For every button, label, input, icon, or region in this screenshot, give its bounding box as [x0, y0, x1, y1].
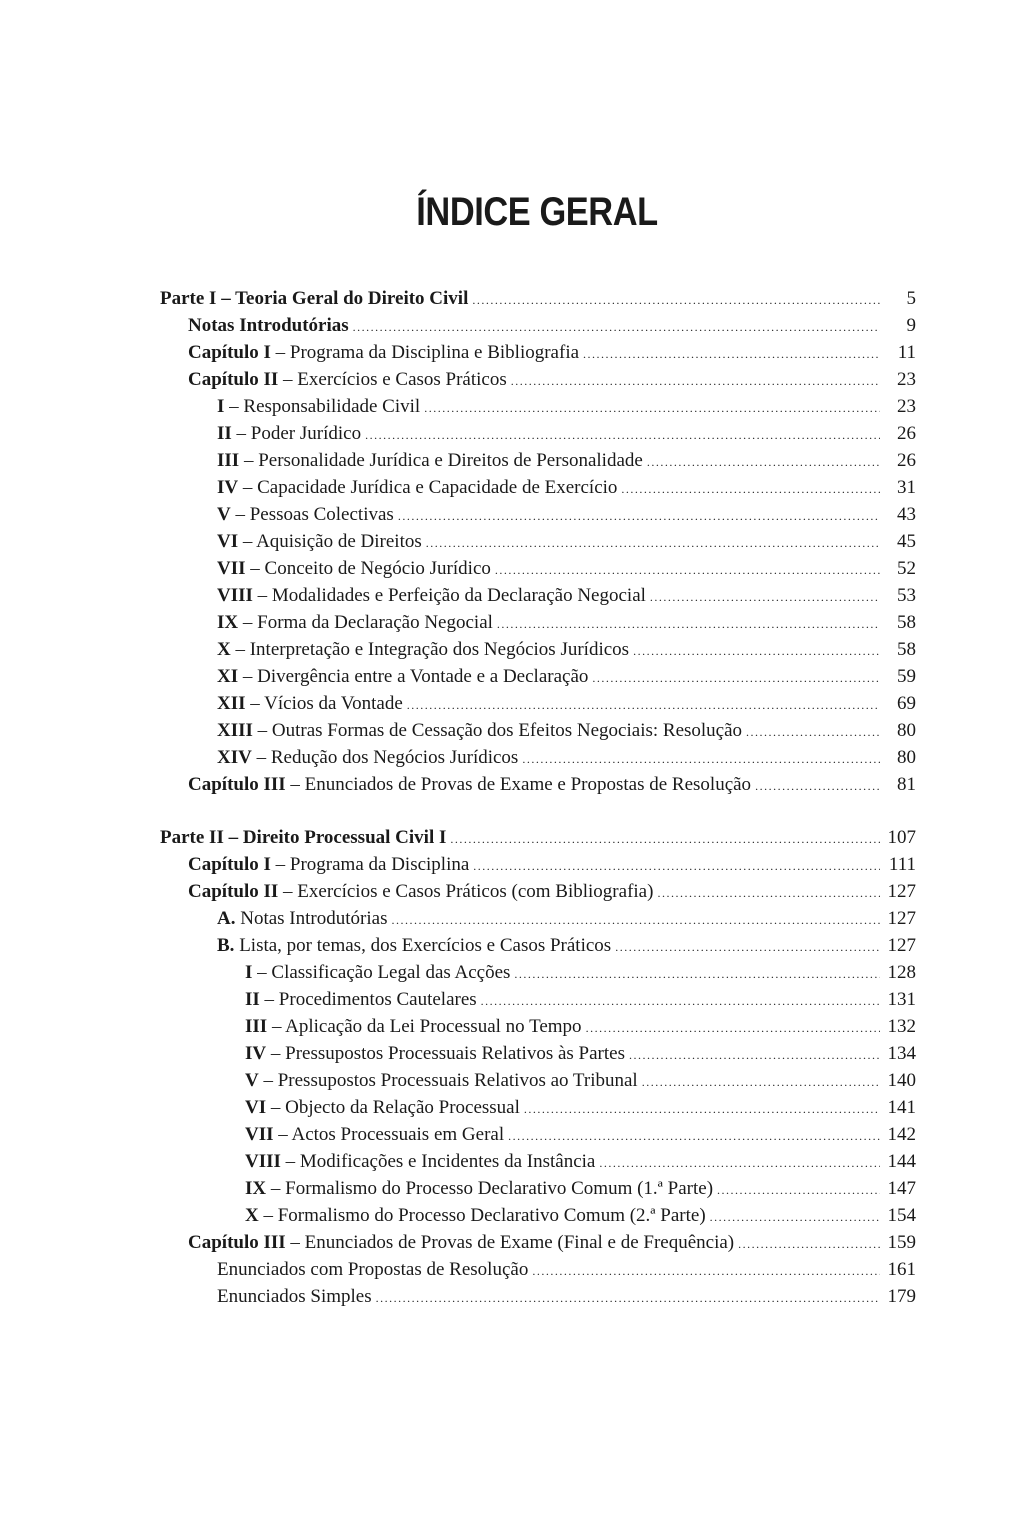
toc-entry-title: Enunciados Simples	[217, 1286, 372, 1307]
toc-entry[interactable]	[160, 962, 916, 989]
dot-leader	[497, 617, 880, 632]
toc-entry-heading: Capítulo III	[188, 774, 286, 795]
toc-entry[interactable]	[160, 854, 916, 881]
dot-leader	[657, 886, 880, 901]
toc-entry[interactable]	[160, 450, 916, 477]
dot-leader	[508, 1129, 880, 1144]
toc-entry-title: – Divergência entre a Vontade e a Declaração	[238, 666, 589, 687]
toc-entry-title: – Poder Jurídico	[231, 423, 362, 444]
dot-leader	[746, 725, 880, 740]
toc-page-number: 53	[897, 585, 916, 606]
toc-entry-label	[217, 585, 646, 607]
toc-page-number: 127	[887, 908, 916, 929]
toc-entry-heading: Capítulo III	[188, 1232, 286, 1253]
toc-page-number: 127	[887, 881, 916, 902]
toc-page-number: 154	[887, 1205, 916, 1226]
toc-entry-title: – Capacidade Jurídica e Capacidade de Exercício	[238, 477, 618, 498]
dot-leader	[353, 320, 880, 335]
toc-entry-label	[217, 423, 361, 445]
toc-entry-label	[217, 720, 742, 742]
toc-entry[interactable]	[160, 1070, 916, 1097]
toc-entry[interactable]	[160, 342, 916, 369]
toc-entry-label	[188, 854, 469, 876]
toc-entry[interactable]	[160, 1097, 916, 1124]
toc-entry[interactable]	[160, 288, 916, 315]
toc-entry[interactable]	[160, 1151, 916, 1178]
toc-entry-heading: X	[217, 639, 231, 660]
dot-leader	[592, 671, 880, 686]
toc-page-number: 59	[897, 666, 916, 687]
dot-leader	[647, 455, 880, 470]
toc-entry-title: – Pessoas Colectivas	[230, 504, 394, 525]
toc-entry-label	[245, 1205, 706, 1227]
dot-leader	[738, 1237, 880, 1252]
toc-page-number: 141	[887, 1097, 916, 1118]
toc-entry-heading: VII	[245, 1124, 274, 1145]
dot-leader	[650, 590, 880, 605]
toc-entry-title: – Aquisição de Direitos	[238, 531, 422, 552]
toc-page-number: 159	[887, 1232, 916, 1253]
toc-entry[interactable]	[160, 666, 916, 693]
toc-page-number: 58	[897, 612, 916, 633]
toc-page-number: 11	[897, 342, 916, 363]
toc-entry-title: – Objecto da Relação Processual	[266, 1097, 520, 1118]
toc-entry-heading: X	[245, 1205, 259, 1226]
toc-entry-heading: VIII	[217, 585, 253, 606]
toc-entry-title: – Programa da Disciplina e Bibliografia	[270, 342, 580, 363]
toc-entry[interactable]	[160, 369, 916, 396]
dot-leader	[407, 698, 880, 713]
toc-entry[interactable]	[160, 315, 916, 342]
toc-page-number: 26	[897, 450, 916, 471]
toc-entry-heading: II	[245, 989, 260, 1010]
toc-entry[interactable]	[160, 1178, 916, 1205]
toc-page-number: 161	[887, 1259, 916, 1280]
toc-entry[interactable]	[160, 558, 916, 585]
toc-entry[interactable]	[160, 1286, 916, 1313]
toc-entry-label	[217, 450, 643, 472]
toc-entry-title: – Aplicação da Lei Processual no Tempo	[267, 1016, 582, 1037]
toc-entry-heading: A.	[217, 908, 236, 929]
toc-entry[interactable]	[160, 531, 916, 558]
toc-entry[interactable]	[160, 989, 916, 1016]
toc-entry-label	[188, 369, 507, 391]
toc-page-number: 5	[906, 288, 916, 309]
toc-entry-heading: Capítulo II	[188, 369, 279, 390]
toc-entry[interactable]	[160, 693, 916, 720]
toc-entry-heading: VII	[217, 558, 246, 579]
toc-entry-title: – Redução dos Negócios Jurídicos	[251, 747, 519, 768]
toc-page-number: 144	[887, 1151, 916, 1172]
toc-entry-label	[188, 774, 751, 796]
toc-page-number: 179	[887, 1286, 916, 1307]
toc-page-number: 142	[887, 1124, 916, 1145]
dot-leader	[532, 1264, 880, 1279]
toc-entry[interactable]	[160, 639, 916, 666]
toc-entry-label	[217, 531, 422, 553]
toc-entry-heading: V	[245, 1070, 259, 1091]
dot-leader	[621, 482, 880, 497]
toc-page-number: 134	[887, 1043, 916, 1064]
toc-entry[interactable]	[160, 612, 916, 639]
toc-page-number: 111	[888, 854, 916, 875]
toc-page-number: 23	[897, 369, 916, 390]
toc-entry-label	[188, 1232, 734, 1254]
toc-entry-label	[217, 558, 491, 580]
toc-entry[interactable]	[160, 1259, 916, 1286]
toc-entry[interactable]	[160, 720, 916, 747]
toc-entry-label	[217, 1259, 528, 1281]
dot-leader	[710, 1210, 880, 1225]
dot-leader	[583, 347, 880, 362]
toc-entry-title: – Responsabilidade Civil	[224, 396, 421, 417]
toc-entry-heading: IV	[245, 1043, 267, 1064]
toc-entry-heading: Capítulo I	[188, 854, 271, 875]
toc-entry[interactable]	[160, 477, 916, 504]
toc-entry-title: – Interpretação e Integração dos Negócios Jurídicos	[230, 639, 630, 660]
toc-entry-title: Lista, por temas, dos Exercícios e Casos Práticos	[234, 935, 612, 956]
toc-entry-title: – Classificação Legal das Acções	[252, 962, 511, 983]
toc-page-number: 132	[887, 1016, 916, 1037]
toc-entry-title: Enunciados com Propostas de Resolução	[217, 1259, 529, 1280]
toc-page-number: 45	[897, 531, 916, 552]
toc-entry-label	[160, 827, 446, 849]
toc-entry-title: – Actos Processuais em Geral	[273, 1124, 505, 1145]
dot-leader	[524, 1102, 880, 1117]
toc-entry-title: – Exercícios e Casos Práticos	[278, 369, 507, 390]
toc-entry[interactable]	[160, 1232, 916, 1259]
toc-page-number: 58	[897, 639, 916, 660]
toc-entry-label	[217, 504, 394, 526]
toc-entry-label	[217, 477, 617, 499]
toc-entry-title: – Procedimentos Cautelares	[259, 989, 477, 1010]
toc-entry-heading: I	[217, 396, 225, 417]
toc-page-number: 81	[897, 774, 916, 795]
toc-entry[interactable]	[160, 935, 916, 962]
dot-leader	[473, 859, 880, 874]
dot-leader	[629, 1048, 880, 1063]
dot-leader	[450, 832, 880, 847]
toc-entry[interactable]	[160, 1043, 916, 1070]
toc-entry-heading: Capítulo II	[188, 881, 279, 902]
toc-entry-heading: Parte II – Direito Processual Civil I	[160, 827, 447, 848]
toc-entry-title: Notas Introdutórias	[235, 908, 388, 929]
toc-page-number: 80	[897, 747, 916, 768]
toc-entry-heading: VI	[245, 1097, 267, 1118]
toc-entry-heading: XIV	[217, 747, 252, 768]
toc-entry-label	[217, 935, 611, 957]
toc-entry-label	[245, 1178, 713, 1200]
dot-leader	[426, 536, 880, 551]
toc-entry-heading: Capítulo I	[188, 342, 271, 363]
toc-entry-label	[217, 639, 629, 661]
toc-entry-label	[160, 288, 468, 310]
toc-page-number: 43	[897, 504, 916, 525]
toc-page-number: 23	[897, 396, 916, 417]
toc-page-number: 147	[887, 1178, 916, 1199]
toc-entry-heading: IX	[245, 1178, 267, 1199]
toc-entry-title: – Vícios da Vontade	[245, 693, 403, 714]
toc-entry-label	[217, 666, 588, 688]
dot-leader	[514, 967, 880, 982]
dot-leader	[481, 994, 880, 1009]
toc-page-number: 9	[906, 315, 916, 336]
toc-entry-heading: B.	[217, 935, 235, 956]
toc-page-number: 52	[897, 558, 916, 579]
toc-entry-heading: III	[245, 1016, 268, 1037]
dot-leader	[365, 428, 880, 443]
dot-leader	[755, 779, 880, 794]
toc-entry-title: – Pressupostos Processuais Relativos às Partes	[266, 1043, 625, 1064]
toc-entry[interactable]	[160, 908, 916, 935]
dot-leader	[398, 509, 880, 524]
toc-entry-title: – Enunciados de Provas de Exame e Propostas de Resolução	[285, 774, 752, 795]
toc-entry-title: – Enunciados de Provas de Exame (Final e de Frequência)	[285, 1232, 735, 1253]
toc-page-number: 26	[897, 423, 916, 444]
toc-entry[interactable]	[160, 1124, 916, 1151]
toc-page-number: 80	[897, 720, 916, 741]
toc-entry-heading: IV	[217, 477, 239, 498]
toc-entry-title: – Programa da Disciplina	[270, 854, 470, 875]
toc-entry-title: – Outras Formas de Cessação dos Efeitos Negociais: Resolução	[252, 720, 743, 741]
dot-leader	[586, 1021, 880, 1036]
toc-entry-label	[245, 1043, 625, 1065]
toc-entry[interactable]	[160, 747, 916, 774]
toc-page-number: 127	[887, 935, 916, 956]
toc-entry[interactable]	[160, 827, 916, 854]
dot-leader	[391, 913, 880, 928]
toc-entry-title: – Personalidade Jurídica e Direitos de Personalidade	[239, 450, 643, 471]
toc-entry-label	[217, 396, 420, 418]
toc-entry-heading: I	[245, 962, 253, 983]
dot-leader	[376, 1291, 880, 1306]
toc-entry-title: – Forma da Declaração Negocial	[238, 612, 493, 633]
toc-entry-title: – Exercícios e Casos Práticos (com Bibliografia)	[278, 881, 654, 902]
toc-entry-label	[217, 693, 403, 715]
dot-leader	[642, 1075, 880, 1090]
toc-entry-label	[188, 342, 579, 364]
toc-entry[interactable]	[160, 396, 916, 423]
dot-leader	[615, 940, 880, 955]
dot-leader	[472, 293, 880, 308]
toc-entry-title: – Modalidades e Perfeição da Declaração Negocial	[252, 585, 646, 606]
dot-leader	[495, 563, 880, 578]
toc-entry-heading: V	[217, 504, 231, 525]
toc-entry-heading: XIII	[217, 720, 253, 741]
toc-page-number: 128	[887, 962, 916, 983]
toc-entry-heading: Notas Introdutórias	[188, 315, 349, 336]
toc-entry-label	[245, 1124, 504, 1146]
toc-entry[interactable]	[160, 423, 916, 450]
toc-entry[interactable]	[160, 504, 916, 531]
toc-entry-title: – Pressupostos Processuais Relativos ao Tribunal	[258, 1070, 638, 1091]
toc-entry-label	[245, 1070, 638, 1092]
toc-entry-title: – Conceito de Negócio Jurídico	[245, 558, 491, 579]
dot-leader	[522, 752, 880, 767]
toc-entry-heading: VI	[217, 531, 239, 552]
toc-entry[interactable]	[160, 774, 916, 801]
toc-entry-label	[245, 989, 477, 1011]
toc-entry[interactable]	[160, 1016, 916, 1043]
toc-page-number: 140	[887, 1070, 916, 1091]
toc-entry-heading: XII	[217, 693, 246, 714]
table-of-contents	[160, 288, 916, 1313]
toc-page-number: 69	[897, 693, 916, 714]
dot-leader	[717, 1183, 880, 1198]
toc-entry-title: – Modificações e Incidentes da Instância	[280, 1151, 596, 1172]
dot-leader	[511, 374, 880, 389]
toc-entry-title: – Formalismo do Processo Declarativo Comum (2.ª Parte)	[258, 1205, 706, 1226]
toc-entry-label	[245, 962, 510, 984]
toc-entry-label	[188, 315, 349, 337]
toc-entry-heading: IX	[217, 612, 239, 633]
toc-entry-label	[245, 1151, 595, 1173]
dot-leader	[424, 401, 880, 416]
toc-entry-heading: XI	[217, 666, 239, 687]
toc-entry[interactable]	[160, 881, 916, 908]
toc-entry-label	[217, 747, 518, 769]
toc-entry-label	[217, 908, 387, 930]
toc-entry-label	[217, 1286, 372, 1308]
toc-entry-heading: VIII	[245, 1151, 281, 1172]
toc-entry[interactable]	[160, 1205, 916, 1232]
toc-entry-label	[188, 881, 653, 903]
dot-leader	[633, 644, 880, 659]
toc-entry-heading: II	[217, 423, 232, 444]
toc-entry-heading: III	[217, 450, 240, 471]
toc-entry-heading: Parte I – Teoria Geral do Direito Civil	[160, 288, 469, 309]
toc-entry-label	[217, 612, 493, 634]
toc-page-number: 107	[887, 827, 916, 848]
toc-entry-label	[245, 1016, 582, 1038]
page-title: ÍNDICE GERAL	[416, 190, 658, 234]
toc-entry-label	[245, 1097, 520, 1119]
toc-page-number: 131	[887, 989, 916, 1010]
toc-entry-title: – Formalismo do Processo Declarativo Comum (1.ª Parte)	[266, 1178, 714, 1199]
toc-entry[interactable]	[160, 585, 916, 612]
toc-page-number: 31	[897, 477, 916, 498]
dot-leader	[599, 1156, 880, 1171]
